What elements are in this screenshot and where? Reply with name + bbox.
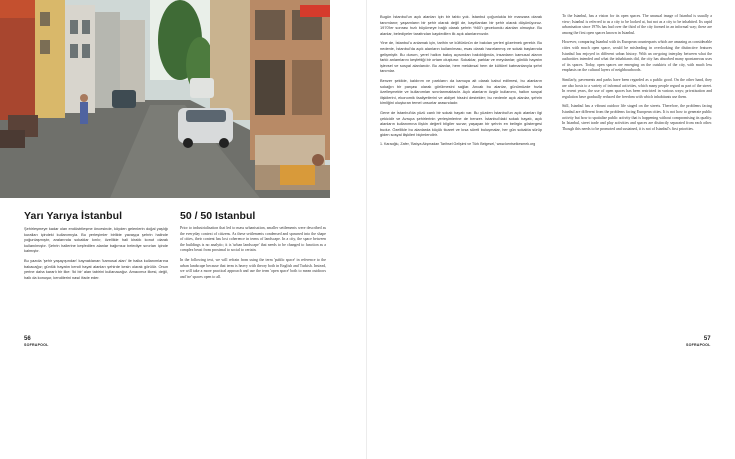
column-turkish-right <box>380 14 542 147</box>
paragraph: Benzer şekilde, kaldırım ve parkların da kamuya ait olarak kabul edilmesi, bu alanların sokağın bir parçası olarak görülmesini sağlar. Ancak bu alanlar, günümüzde hızla özelleşmekte ve kullanımları sınırlanmaktadır. Açık alanların özgür kullanımı, halkın sosyal ilişkilerini, ekonomik faaliyetlerini ve aidiyet hissini destekler; bu nedenle açık alanlar, şehrin kimliğini oluşturan temel unsurlar arasındadır. <box>380 77 542 106</box>
page-number: 56 <box>24 336 31 342</box>
page-number: 57 <box>703 336 711 342</box>
column-english-left <box>180 226 326 284</box>
paragraph: Bu yazıda 'şehir yaşayışından' kaynaklanan 'kamusal alan' ile halka kullanımlarına bakacağız; günlük hayatın kendi hayat alanları şehirde kesin olarak görülür. Onun yerine daha kararlı bir ilke: 'iki bir' alan tabirini kullanacağız. Amacımız ilkesi, değil, halk da konuşur, kendilerini nasıl ifade eder. <box>24 257 168 280</box>
magazine-name: SOFRAPOOL <box>686 343 711 347</box>
paragraph: Still, Istanbul has a vibrant outdoor life staged on the streets. Therefore, the problems facing Istanbul are different from the problems facing European cities. It is not how to generate public activity but how to spatialise public activity that is happening without compromising its quality. In Istanbul, street trade and play activities and spaces are distinctly separated from each other. Though this needs to be promoted and sustained, it is not of Istanbul's first priorities. <box>562 104 712 131</box>
page-gutter <box>366 0 367 459</box>
page-folio-right <box>686 336 711 348</box>
column-turkish-left <box>24 226 168 284</box>
paragraph: However, comparing Istanbul with its European counterparts which are amazing as considerable cities with much open space, would be misleading in overlooking the distinctive features Istanbul has enjoyed in different urban history. With an on-going interplay between what the authorities intended and what the inhabitants did, the city has absorbed many spontaneous uses of its spaces. Today, open spaces are emerging on the outskirts of the city, with much less emphasis on the cultural layers of neighbourhoods. <box>562 40 713 73</box>
article-title-en: 50 / 50 Istanbul <box>180 210 256 222</box>
paragraph: Similarly, pavements and parks have been regarded as a public good. On the other hand, they are also hosts to a variety of informal activities, which many people regard as part of the street. In recent years, the use of open spaces has been restricted in various ways; privatisation and regulation have gradually reduced the freedom with which inhabitants use them. <box>562 77 712 99</box>
magazine-name: SOFRAPOOL <box>24 343 49 347</box>
paragraph: Gene de İstanbul'da yüzü canlı bir sokak hayatı var. Bu yüzden İstanbul'un açık alanları ilgi çekicidir ve Avrupa şehirlerinin yerleşimlerine de benzer. İstanbul'daki sokak hayatı, açık alanların kullanımına ilişkin değerli bilgiler sunar; yaşayan bir şehrin en belirgin göstergesi budur. Özellikle bu alanlarda küçük ticaret ve kısa süreli buluşmalar, her gün sokakta sürüp giden sosyal ilişkileri biçimlendirir. <box>380 109 542 138</box>
street-photo <box>0 0 330 198</box>
footnote: 1. Karaoğlu, Zafer, 'Batıya Alışmadan Tarihsel Gelişimi ve Türk Belgesel,' www.kentselkesmek.org <box>380 141 536 146</box>
paragraph: In the following text, we will refrain from using the term 'public space' in reference to the urban landscape because that term is heavy with theory both in English and Turkish. Instead, we will take a more practical approach and use the term 'open space' both to mean outdoors and 'ne' spaces open to all. <box>180 257 326 279</box>
paragraph: Şehirleşmeye kadar olan endüstrileşme öncesinde, köyden gelenlerin doğal yaşlığı kuralları içindeki kullanımıyla. Bu yerleşimler birlikte yavaşça şehrin halinde yoğunlaşmıştır, aralarında sokaklar kırılır, özellikle hali kiralık konut olarak kullanılmıştır. Şehrin hallerine keşfedilen alanlar bağımsız belediye sınırları içinde kalmıştır. <box>24 226 168 254</box>
paragraph: Yine de, İstanbul'u anlamak için, tarihin ve kültürünün de bakılan yerleri gözetmek gerekir. Bu nedenle, İstanbul'da açık alanların kullanılması, esas olarak hazırlanmış ve sokak başlarında gelişmiştir. Bu durum, yerel halkın bakış açısından bakıldığında, insanların kamusal alanın farklı anlamlarını keşfettiği bir ortam oluşturur. Sokaklar, parklar ve meydanlar; günlük hayatın işlevsel ve sosyal alanlarıdır. Bu alanlar, hem mekânsal hem de kültürel katmanlarıyla şehri tanımlar. <box>380 40 542 74</box>
article-title-tr: Yarı Yarıya İstanbul <box>24 210 123 222</box>
street-photo-illustration <box>0 0 330 198</box>
column-english-right <box>562 14 712 136</box>
paragraph: Prior to industrialisation that led to mass urbanisation, smaller settlements were described as the everyday context of citizens. As these settlements condensed and spawned into the shape of cities, their content has lost coherence in terms of landscape. In a city, the space between the buildings is no analytic; it is 'urban landscape' that needs to be changed to function as a complex beast from proximal to social to certain. <box>180 226 326 253</box>
paragraph: To the Istanbul, has a vision for its open spaces. The unusual image of Istanbul is usually a view; Istanbul is referred to as a city to be looked at, but not as a city to be inhabited. Its rapid urbanisation since 1970s has had over the third of the city formed in an informal way; these are among the first open spaces known in Istanbul. <box>562 14 712 35</box>
page-folio-left <box>24 336 49 348</box>
paragraph: Bugün İstanbul'un açık alanları için bir tablo yok. İstanbul çoğunlukla bir manzara olarak tanımlanır; yaşamların bir şehir olarak değil de, kayıtlardan bir şehir olarak düşünüyoruz. 1970'ler sonrası hızlı büyümeye bağlı olarak şehrin %60'ı gecekondu alanları olmuştur. Bu alanlar, belediyeler tarafından kaydedilen ilk açık alanlarımızdır. <box>380 14 542 36</box>
